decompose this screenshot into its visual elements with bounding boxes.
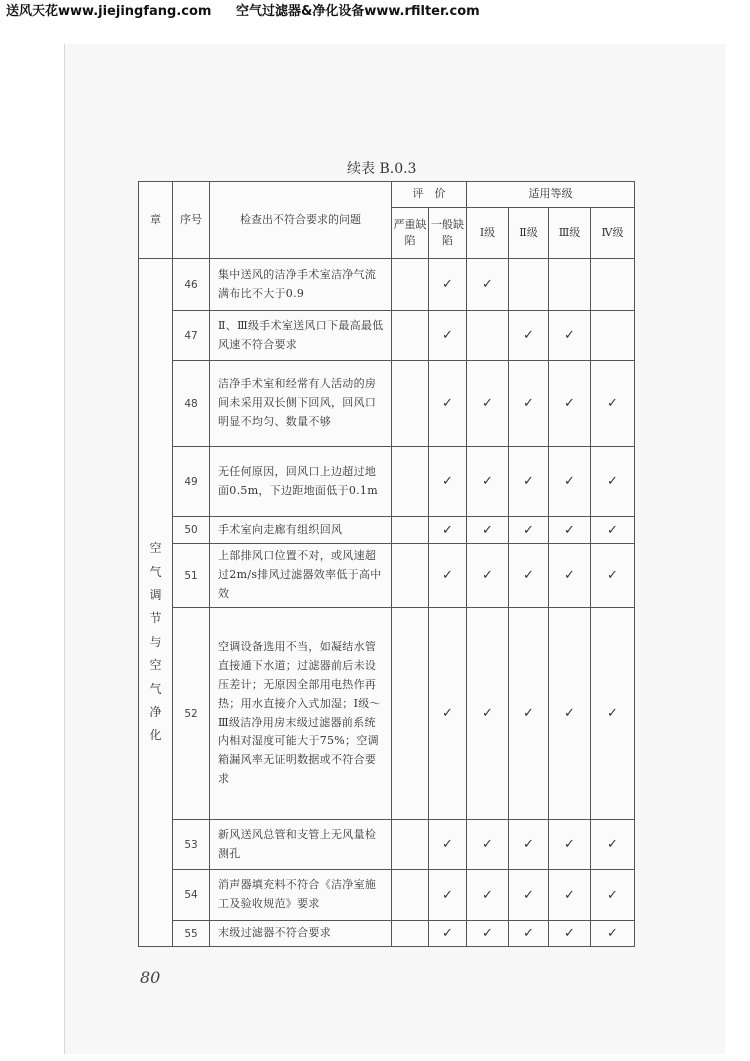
check-mark-icon: ✓ [482, 926, 493, 941]
check-cell-general [429, 517, 467, 544]
page-number: 80 [140, 968, 161, 987]
check-cell-g2 [509, 311, 549, 361]
seq-cell: 47 [173, 311, 210, 361]
check-mark-icon: ✓ [482, 568, 493, 583]
check-cell-general [429, 544, 467, 608]
check-cell-g3 [549, 517, 591, 544]
check-cell-general [429, 608, 467, 820]
check-cell-g1 [467, 517, 509, 544]
check-mark-icon: ✓ [607, 706, 618, 721]
table-row [139, 447, 635, 517]
check-mark-icon: ✓ [607, 568, 618, 583]
check-mark-icon: ✓ [442, 328, 453, 343]
check-mark-icon: ✓ [607, 837, 618, 852]
table-title: 续表 B.0.3 [347, 161, 417, 177]
check-cell-severe [392, 311, 429, 361]
table-row [139, 820, 635, 870]
check-cell-g2 [509, 259, 549, 311]
check-mark-icon: ✓ [442, 706, 453, 721]
check-cell-severe [392, 921, 429, 947]
check-cell-severe [392, 259, 429, 311]
header-grade-2: Ⅱ级 [509, 208, 549, 259]
header-severe-defect: 严重缺陷 [392, 208, 429, 259]
header-chapter: 章 [139, 182, 173, 259]
check-cell-general [429, 311, 467, 361]
check-cell-general [429, 361, 467, 447]
check-mark-icon: ✓ [564, 328, 575, 343]
banner-right-text: 空气过滤器&净化设备www.rfilter.com [235, 4, 480, 19]
inspection-table [138, 181, 635, 947]
check-cell-g3 [549, 544, 591, 608]
check-cell-g2 [509, 361, 549, 447]
seq-cell: 52 [173, 608, 210, 820]
check-mark-icon: ✓ [482, 474, 493, 489]
check-mark-icon: ✓ [607, 474, 618, 489]
table-row [139, 259, 635, 311]
header-seq: 序号 [173, 182, 210, 259]
check-mark-icon: ✓ [564, 887, 575, 903]
check-cell-g4 [591, 517, 635, 544]
chapter-char: 净 [149, 704, 162, 719]
check-cell-g2 [509, 517, 549, 544]
table-row [139, 870, 635, 921]
check-cell-general [429, 259, 467, 311]
check-mark-icon: ✓ [482, 837, 493, 852]
check-mark-icon: ✓ [607, 887, 618, 903]
check-mark-icon: ✓ [482, 887, 493, 903]
chapter-char: 气 [149, 564, 162, 579]
check-cell-severe [392, 820, 429, 870]
check-mark-icon: ✓ [482, 277, 493, 292]
chapter-char: 气 [149, 681, 162, 696]
seq-cell: 49 [173, 447, 210, 517]
check-cell-g4 [591, 544, 635, 608]
check-cell-g2 [509, 608, 549, 820]
header-row-1 [139, 182, 635, 208]
issue-cell: Ⅱ、Ⅲ级手术室送风口下最高最低风速不符合要求 [210, 311, 392, 361]
table-row [139, 921, 635, 947]
header-grade-group: 适用等级 [467, 182, 635, 208]
header-general-defect: 一般缺陷 [429, 208, 467, 259]
check-cell-g3 [549, 361, 591, 447]
check-mark-icon: ✓ [523, 706, 534, 721]
issue-cell: 上部排风口位置不对，或风速超过2m/s排风过滤器效率低于高中效 [210, 544, 392, 608]
chapter-char: 空 [149, 658, 162, 673]
issue-cell: 空调设备选用不当，如凝结水管直接通下水道；过滤器前后未设压差计；无原因全部用电热作再热；用水直接介入式加湿；Ⅰ级～Ⅲ级洁净用房末级过滤器前系统内相对湿度可能大于75%；空调箱漏风率无证明数据或不符合要求 [210, 608, 392, 820]
check-cell-g3 [549, 608, 591, 820]
check-cell-g4 [591, 447, 635, 517]
issue-cell: 新风送风总管和支管上无风量检测孔 [210, 820, 392, 870]
check-cell-g4 [591, 870, 635, 921]
issue-cell: 集中送风的洁净手术室洁净气流满布比不大于0.9 [210, 259, 392, 311]
chapter-char: 空 [149, 541, 162, 556]
check-cell-g2 [509, 544, 549, 608]
check-mark-icon: ✓ [523, 328, 534, 343]
check-cell-severe [392, 870, 429, 921]
check-mark-icon: ✓ [564, 706, 575, 721]
issue-cell: 无任何原因，回风口上边超过地面0.5m，下边距地面低于0.1m [210, 447, 392, 517]
chapter-char: 与 [149, 634, 162, 649]
check-mark-icon: ✓ [607, 522, 618, 538]
chapter-cell [139, 259, 173, 947]
check-mark-icon: ✓ [523, 926, 534, 941]
check-mark-icon: ✓ [442, 887, 453, 903]
check-mark-icon: ✓ [564, 926, 575, 941]
check-mark-icon: ✓ [442, 522, 453, 538]
seq-cell: 46 [173, 259, 210, 311]
check-cell-g4 [591, 311, 635, 361]
check-mark-icon: ✓ [482, 522, 493, 538]
issue-cell: 消声器填充料不符合《洁净室施工及验收规范》要求 [210, 870, 392, 921]
check-mark-icon: ✓ [442, 474, 453, 489]
check-mark-icon: ✓ [564, 396, 575, 411]
table-row [139, 311, 635, 361]
check-cell-g3 [549, 311, 591, 361]
check-cell-g4 [591, 608, 635, 820]
check-cell-g4 [591, 361, 635, 447]
chapter-char: 节 [149, 611, 162, 626]
check-cell-g1 [467, 608, 509, 820]
seq-cell: 50 [173, 517, 210, 544]
check-mark-icon: ✓ [442, 277, 453, 292]
table-row [139, 544, 635, 608]
check-cell-g4 [591, 921, 635, 947]
check-mark-icon: ✓ [442, 568, 453, 583]
check-mark-icon: ✓ [523, 474, 534, 489]
check-cell-g3 [549, 921, 591, 947]
check-mark-icon: ✓ [523, 396, 534, 411]
check-cell-general [429, 447, 467, 517]
check-cell-severe [392, 608, 429, 820]
check-mark-icon: ✓ [482, 396, 493, 411]
check-cell-g3 [549, 447, 591, 517]
check-mark-icon: ✓ [523, 568, 534, 583]
check-mark-icon: ✓ [442, 926, 453, 941]
check-cell-severe [392, 517, 429, 544]
check-mark-icon: ✓ [564, 522, 575, 538]
check-mark-icon: ✓ [523, 887, 534, 903]
seq-cell: 53 [173, 820, 210, 870]
check-cell-g1 [467, 447, 509, 517]
chapter-char: 化 [149, 728, 162, 743]
header-grade-4: Ⅳ级 [591, 208, 635, 259]
check-cell-g1 [467, 259, 509, 311]
check-mark-icon: ✓ [523, 837, 534, 852]
check-mark-icon: ✓ [523, 522, 534, 538]
check-cell-g4 [591, 259, 635, 311]
check-cell-g1 [467, 311, 509, 361]
check-cell-g2 [509, 870, 549, 921]
check-cell-g2 [509, 820, 549, 870]
check-mark-icon: ✓ [564, 568, 575, 583]
check-mark-icon: ✓ [607, 396, 618, 411]
chapter-char: 调 [149, 588, 162, 603]
issue-cell: 洁净手术室和经常有人活动的房间未采用双长侧下回风，回风口明显不均匀、数量不够 [210, 361, 392, 447]
check-mark-icon: ✓ [442, 837, 453, 852]
check-cell-g2 [509, 921, 549, 947]
check-cell-general [429, 870, 467, 921]
check-cell-g4 [591, 820, 635, 870]
table-row [139, 608, 635, 820]
check-mark-icon: ✓ [564, 474, 575, 489]
banner-left-text: 送风天花www.jiejingfang.com [6, 4, 212, 19]
issue-cell: 手术室向走廊有组织回风 [210, 517, 392, 544]
check-cell-g3 [549, 259, 591, 311]
table-body [139, 259, 635, 947]
check-cell-g3 [549, 820, 591, 870]
check-mark-icon: ✓ [607, 926, 618, 941]
check-cell-g1 [467, 820, 509, 870]
check-mark-icon: ✓ [442, 396, 453, 411]
check-cell-g1 [467, 921, 509, 947]
check-cell-g1 [467, 544, 509, 608]
check-cell-g1 [467, 361, 509, 447]
check-cell-g1 [467, 870, 509, 921]
check-cell-general [429, 820, 467, 870]
table-row [139, 517, 635, 544]
check-cell-g3 [549, 870, 591, 921]
issue-cell: 末级过滤器不符合要求 [210, 921, 392, 947]
site-banner [6, 0, 480, 19]
seq-cell: 54 [173, 870, 210, 921]
table-row [139, 361, 635, 447]
seq-cell: 48 [173, 361, 210, 447]
seq-cell: 51 [173, 544, 210, 608]
check-cell-general [429, 921, 467, 947]
check-cell-severe [392, 544, 429, 608]
header-evaluation: 评 价 [392, 182, 467, 208]
check-mark-icon: ✓ [482, 706, 493, 721]
check-mark-icon: ✓ [564, 837, 575, 852]
header-grade-3: Ⅲ级 [549, 208, 591, 259]
check-cell-severe [392, 447, 429, 517]
seq-cell: 55 [173, 921, 210, 947]
check-cell-g2 [509, 447, 549, 517]
header-issue: 检查出不符合要求的问题 [210, 182, 392, 259]
check-cell-severe [392, 361, 429, 447]
header-grade-1: Ⅰ级 [467, 208, 509, 259]
